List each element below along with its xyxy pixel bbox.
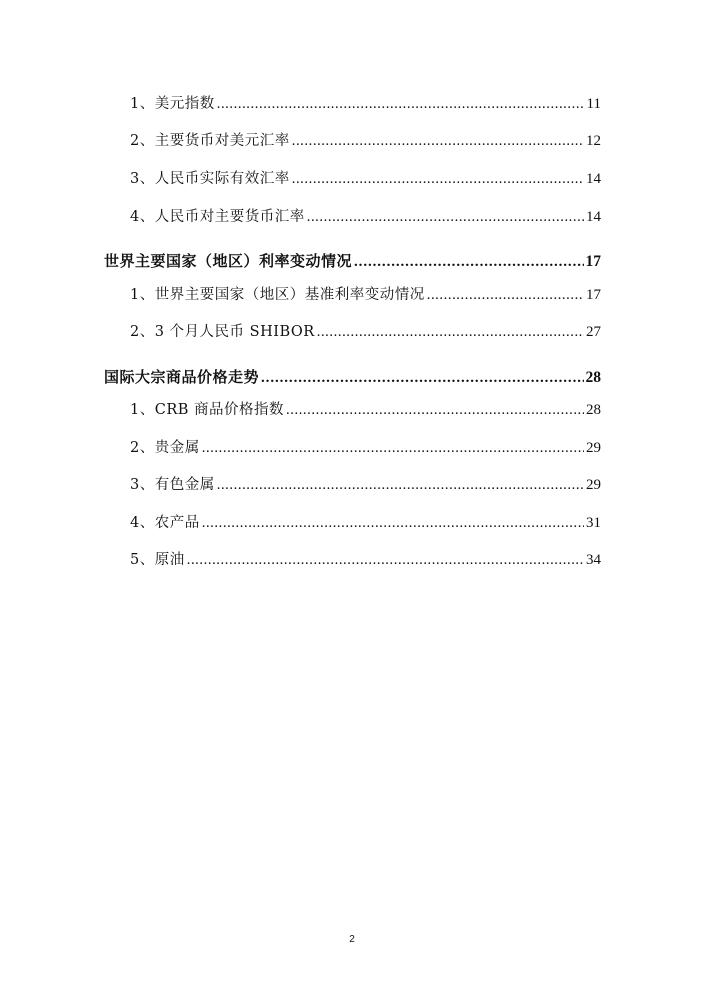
toc-entry-title: 2、3 个月人民币 SHIBOR [130,324,315,340]
toc-dot-leader [261,370,583,387]
toc-entry-title: 1、CRB 商品价格指数 [130,402,285,418]
toc-entry-title: 4、农产品 [130,515,200,531]
toc-section-page: 17 [585,253,601,270]
toc-entry-title: 2、主要货币对美元汇率 [130,133,290,149]
toc-section-interest-rates[interactable] [104,250,601,271]
page-number: 2 [349,934,355,945]
toc-dot-leader [292,171,584,188]
toc-dot-leader [187,552,584,569]
toc-section-page: 28 [585,369,601,386]
toc-entry-rmb-vs-major-currencies[interactable] [130,205,601,226]
toc-entry-title: 1、美元指数 [130,96,215,112]
toc-entry-title: 3、人民币实际有效汇率 [130,171,290,187]
toc-dot-leader [286,402,584,419]
toc-entry-crude-oil[interactable] [130,548,601,569]
toc-entry-rmb-reer[interactable] [130,167,601,188]
toc-entry-page: 11 [586,96,601,112]
toc-dot-leader [427,287,584,304]
toc-entry-agricultural-products[interactable] [130,511,601,532]
toc-entry-title: 2、贵金属 [130,440,200,456]
toc-entry-crb-index[interactable] [130,398,601,419]
toc-entry-page: 14 [586,209,601,225]
toc-dot-leader [202,515,584,532]
toc-entry-precious-metals[interactable] [130,436,601,457]
toc-section-commodities[interactable] [104,366,601,387]
toc-dot-leader [354,254,583,271]
toc-dot-leader [307,209,584,226]
toc-entry-benchmark-rates[interactable] [130,283,601,304]
toc-section-title: 国际大宗商品价格走势 [104,368,260,386]
toc-entry-major-currencies-vs-usd[interactable] [130,129,601,150]
toc-entry-page: 12 [586,133,601,149]
toc-entry-page: 17 [586,287,601,303]
toc-entry-title: 1、世界主要国家（地区）基准利率变动情况 [130,287,425,303]
toc-entry-page: 28 [586,402,601,418]
toc-entry-title: 3、有色金属 [130,477,215,493]
toc-entry-page: 31 [586,515,601,531]
toc-entry-page: 34 [586,552,601,568]
toc-entry-page: 29 [586,440,601,456]
toc-entry-title: 4、人民币对主要货币汇率 [130,209,305,225]
toc-dot-leader [217,96,585,113]
toc-entry-title: 5、原油 [130,552,185,568]
toc-entry-page: 29 [586,477,601,493]
toc-dot-leader [317,324,584,341]
toc-dot-leader [292,133,584,150]
toc-entry-usd-index[interactable] [130,92,601,113]
toc-entry-page: 27 [586,324,601,340]
toc-dot-leader [202,440,584,457]
toc-section-title: 世界主要国家（地区）利率变动情况 [104,252,353,270]
toc-entry-shibor[interactable] [130,320,601,341]
toc-entry-nonferrous-metals[interactable] [130,473,601,494]
toc-entry-page: 14 [586,171,601,187]
toc-dot-leader [217,477,584,494]
